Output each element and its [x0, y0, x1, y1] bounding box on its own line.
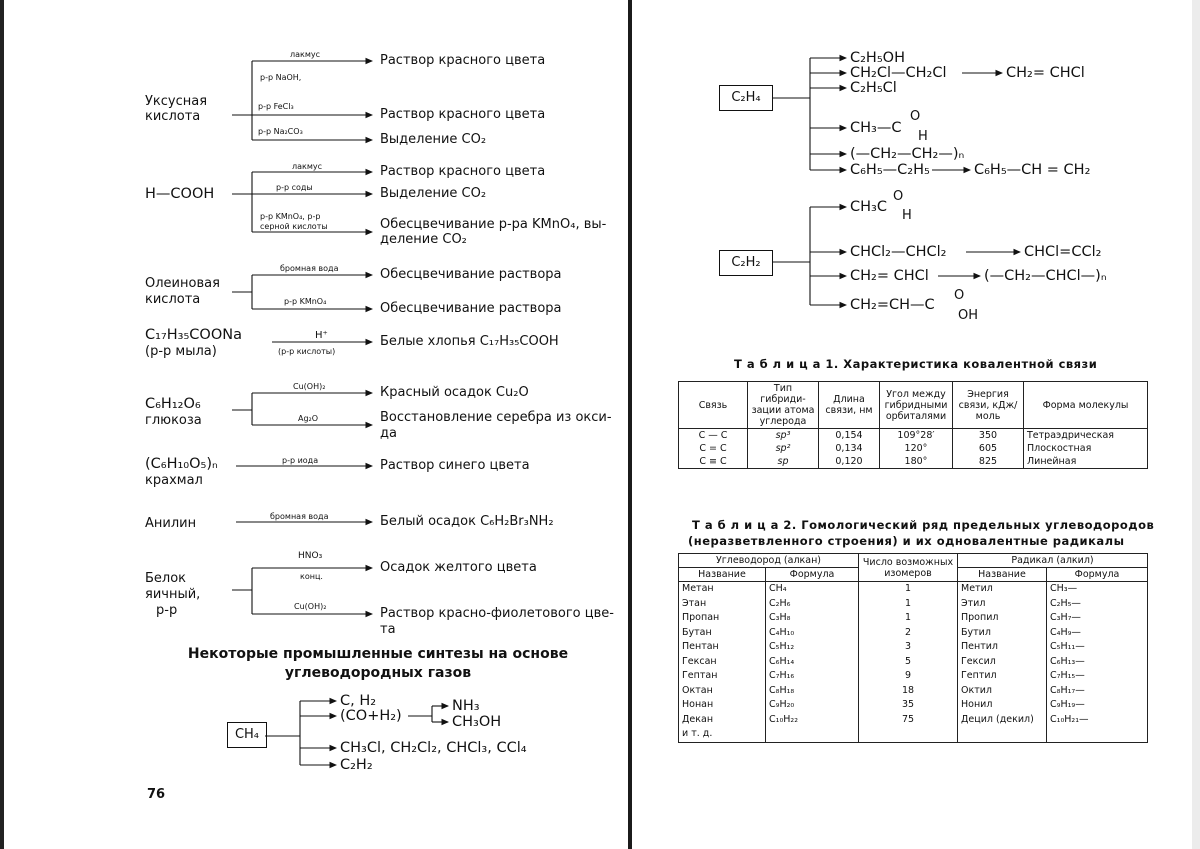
table-header-cell: Угол между гибридными орбиталями [880, 382, 953, 429]
product-text: O [910, 109, 921, 124]
table-cell: Плоскостная [1024, 442, 1148, 455]
result-text: Красный осадок Cu₂O [380, 385, 529, 400]
product-text: NH₃ [452, 698, 480, 714]
condition-label: Cu(OH)₂ [294, 602, 327, 611]
result-text: Раствор красно-фиолетового цве- [380, 606, 614, 621]
table-row [679, 727, 1148, 742]
product-text: CH₃Cl, CH₂Cl₂, CHCl₃, CCl₄ [340, 740, 527, 756]
result-text: Белый осадок C₆H₂Br₃NH₂ [380, 514, 554, 529]
table-header-cell: Формула [766, 568, 859, 582]
table-cell [859, 727, 958, 742]
aniline-name: Анилин [145, 516, 197, 531]
table-cell: C₆H₁₃— [1047, 655, 1148, 670]
table-cell: Нонил [958, 698, 1047, 713]
table-cell [958, 727, 1047, 742]
table-cell: 5 [859, 655, 958, 670]
product-text: (—CH₂—CH₂—)ₙ [850, 146, 965, 162]
table-cell: Гептан [679, 669, 766, 684]
table-cell: C₁₀H₂₁— [1047, 713, 1148, 728]
product-text: C₂H₅Cl [850, 80, 897, 96]
table-row [679, 626, 1148, 641]
condition-label: р-р NaOH, [260, 73, 302, 82]
table-cell [1047, 727, 1148, 742]
product-text: CH₃—C [850, 120, 902, 136]
table-cell: Пропан [679, 611, 766, 626]
condition-label: серной кислоты [260, 222, 328, 231]
product-text: H [918, 129, 928, 144]
condition-label: H⁺ [315, 330, 328, 341]
result-text: Раствор красного цвета [380, 164, 546, 179]
table-cell: Пентил [958, 640, 1047, 655]
table-cell: C₆H₁₄ [766, 655, 859, 670]
c2h2-box: C₂H₂ [719, 250, 773, 276]
table-cell: CH₄ [766, 582, 859, 597]
product-text: C₂H₂ [340, 757, 373, 773]
table-cell: Децил (декил) [958, 713, 1047, 728]
table-header-cell: Формула [1047, 568, 1148, 582]
soap-formula: C₁₇H₃₅COONa [145, 327, 242, 343]
product-text: CH₂= CHCl [1006, 65, 1085, 81]
c2h4-box: C₂H₄ [719, 85, 773, 111]
condition-label: Cu(OH)₂ [293, 382, 326, 391]
result-text: Выделение CO₂ [380, 186, 487, 201]
product-text: CHCl₂—CHCl₂ [850, 244, 947, 260]
condition-label: лакмус [292, 162, 323, 171]
table-cell: sp³ [748, 429, 819, 443]
result-text: Раствор синего цвета [380, 458, 530, 473]
table-cell: 18 [859, 684, 958, 699]
table-cell: C₅H₁₂ [766, 640, 859, 655]
table-row [679, 597, 1148, 612]
table-cell: C₈H₁₈ [766, 684, 859, 699]
table-cell: C₃H₇— [1047, 611, 1148, 626]
result-text: Раствор красного цвета [380, 53, 546, 68]
glucose-name: глюкоза [145, 413, 202, 428]
product-text: C₆H₅—C₂H₅ [850, 162, 930, 178]
table-row [679, 684, 1148, 699]
table-header-cell: Число возможных изомеров [859, 554, 958, 582]
table-cell: 0,154 [819, 429, 880, 443]
product-text: CH₃C [850, 199, 887, 215]
starch-name: крахмал [145, 473, 203, 488]
condition-label: бромная вода [280, 264, 339, 273]
table-cell: Линейная [1024, 455, 1148, 469]
table-cell: 9 [859, 669, 958, 684]
result-text: Раствор красного цвета [380, 107, 546, 122]
acetic-acid-name-2: кислота [145, 109, 201, 124]
table-cell: 605 [953, 442, 1024, 455]
table-cell: C₁₀H₂₂ [766, 713, 859, 728]
table-cell: Нонан [679, 698, 766, 713]
result-text: Обесцвечивание р-ра KMnO₄, вы- [380, 217, 607, 232]
page-number: 76 [147, 787, 166, 802]
table-cell: C₈H₁₇— [1047, 684, 1148, 699]
table2-title-line-1: Т а б л и ц а 2. Гомологический ряд предельных углеводородов [692, 518, 1155, 532]
table-header-row [679, 554, 1148, 568]
table-cell: C — C [679, 429, 748, 443]
product-text: (CO+H₂) [340, 708, 402, 724]
table-cell: 120° [880, 442, 953, 455]
condition-label: р-р KMnO₄, р-р [260, 212, 321, 221]
condition-label: р-р FeCl₃ [258, 102, 294, 111]
protein-name: Белок [145, 571, 187, 586]
table-header-cell: Название [679, 568, 766, 582]
table-cell: sp [748, 455, 819, 469]
product-text: C₂H₅OH [850, 50, 905, 66]
table-cell: Пентан [679, 640, 766, 655]
table-header-cell: Связь [679, 382, 748, 429]
table-header-cell: Энергия связи, кДж/моль [953, 382, 1024, 429]
table-cell: 75 [859, 713, 958, 728]
table-cell: 109°28′ [880, 429, 953, 443]
product-text: H [902, 208, 912, 223]
table-row [679, 655, 1148, 670]
table-cell: 35 [859, 698, 958, 713]
product-text: CH₂=CH—C [850, 297, 935, 313]
table-cell: C₅H₁₁— [1047, 640, 1148, 655]
table-row [679, 582, 1148, 597]
table-cell: C₃H₈ [766, 611, 859, 626]
product-text: CH₂= CHCl [850, 268, 929, 284]
table-row [679, 455, 1148, 469]
result-text: Белые хлопья C₁₇H₃₅COOH [380, 334, 559, 349]
condition-label: р-р иода [282, 456, 319, 465]
table-cell: C₇H₁₅— [1047, 669, 1148, 684]
product-text: (—CH₂—CHCl—)ₙ [984, 268, 1107, 284]
table-cell: Октил [958, 684, 1047, 699]
table-cell: CH₃— [1047, 582, 1148, 597]
table-cell: C = C [679, 442, 748, 455]
table-cell: C₉H₁₉— [1047, 698, 1148, 713]
table-cell: Октан [679, 684, 766, 699]
table-header-row [679, 382, 1148, 429]
result-text: Выделение CO₂ [380, 132, 487, 147]
table-cell: 825 [953, 455, 1024, 469]
table-cell: Гексил [958, 655, 1047, 670]
product-text: CHCl=CCl₂ [1024, 244, 1102, 260]
ch4-box: CH₄ [227, 722, 267, 748]
table-header-cell: Углеводород (алкан) [679, 554, 859, 568]
table-cell: 3 [859, 640, 958, 655]
acetic-acid-name: Уксусная [145, 94, 208, 109]
table2-title-line-2: (неразветвленного строения) и их одновалентные радикалы [688, 534, 1125, 548]
table-cell: Декан [679, 713, 766, 728]
table-cell: Метил [958, 582, 1047, 597]
product-text: CH₂Cl—CH₂Cl [850, 65, 947, 81]
result-text: да [380, 426, 397, 441]
condition-label: р-р соды [276, 183, 313, 192]
condition-label: р-р Na₂CO₃ [258, 127, 303, 136]
oleic-acid-name-2: кислота [145, 292, 201, 307]
glucose-formula: C₆H₁₂O₆ [145, 396, 201, 412]
condition-label: бромная вода [270, 512, 329, 521]
table-cell: и т. д. [679, 727, 766, 742]
condition-label: р-р KMnO₄ [284, 297, 327, 306]
table-row [679, 698, 1148, 713]
result-text: Обесцвечивание раствора [380, 301, 562, 316]
table-cell: C₇H₁₆ [766, 669, 859, 684]
table-cell: C₂H₆ [766, 597, 859, 612]
table-cell: sp² [748, 442, 819, 455]
result-text: Восстановление серебра из окси- [380, 410, 612, 425]
product-text: C₆H₅—CH = CH₂ [974, 162, 1091, 178]
table-cell: 180° [880, 455, 953, 469]
soap-name: (р-р мыла) [145, 344, 217, 359]
table-cell: C₄H₁₀ [766, 626, 859, 641]
section-heading-line-1: Некоторые промышленные синтезы на основе [187, 646, 569, 662]
table-cell: Метан [679, 582, 766, 597]
table-cell: C ≡ C [679, 455, 748, 469]
result-text: деление CO₂ [380, 232, 467, 247]
table-header-cell: Радикал (алкил) [958, 554, 1148, 568]
section-heading-line-2: углеводородных газов [284, 665, 472, 681]
table-cell: Гептил [958, 669, 1047, 684]
table-cell: Тетраэдрическая [1024, 429, 1148, 443]
table-row [679, 429, 1148, 443]
section-heading [158, 645, 598, 683]
table-cell: Этан [679, 597, 766, 612]
table-cell: C₄H₉— [1047, 626, 1148, 641]
table-row [679, 611, 1148, 626]
table-cell: Гексан [679, 655, 766, 670]
product-text: OH [958, 308, 979, 323]
table-row [679, 442, 1148, 455]
starch-formula: (C₆H₁₀O₅)ₙ [145, 456, 218, 472]
table-cell: 2 [859, 626, 958, 641]
table-cell: 0,134 [819, 442, 880, 455]
condition-label: лакмус [290, 50, 321, 59]
table-header-cell: Название [958, 568, 1047, 582]
protein-name-2: яичный, [145, 587, 201, 602]
table-cell [766, 727, 859, 742]
result-text: Обесцвечивание раствора [380, 267, 562, 282]
protein-name-3: р-р [156, 603, 178, 618]
result-text: Осадок желтого цвета [380, 560, 537, 575]
alkane-series-table [678, 553, 1148, 743]
covalent-bond-table [678, 381, 1148, 469]
table-cell: 1 [859, 582, 958, 597]
table-row [679, 713, 1148, 728]
result-text: та [380, 622, 396, 637]
table-header-cell: Форма молекулы [1024, 382, 1148, 429]
condition-label: конц. [300, 572, 323, 581]
table-cell: 0,120 [819, 455, 880, 469]
table-cell: C₉H₂₀ [766, 698, 859, 713]
table-cell: 1 [859, 611, 958, 626]
product-text: O [954, 288, 965, 303]
table-row [679, 640, 1148, 655]
table-cell: 1 [859, 597, 958, 612]
table-cell: Бутан [679, 626, 766, 641]
condition-label: (р-р кислоты) [278, 347, 336, 356]
table-row [679, 669, 1148, 684]
formic-acid-name: H—COOH [145, 186, 215, 202]
table-cell: Пропил [958, 611, 1047, 626]
product-text: O [893, 189, 904, 204]
product-text: CH₃OH [452, 714, 502, 730]
condition-label: Ag₂O [298, 414, 319, 423]
condition-label: HNO₃ [298, 551, 323, 561]
product-text: C, H₂ [340, 693, 377, 709]
table-cell: C₂H₅— [1047, 597, 1148, 612]
table-cell: 350 [953, 429, 1024, 443]
table-cell: Бутил [958, 626, 1047, 641]
table1-title: Т а б л и ц а 1. Характеристика ковалентной связи [734, 357, 1098, 371]
oleic-acid-name: Олеиновая [145, 276, 220, 291]
table-header-cell: Тип гибриди- зации атома углерода [748, 382, 819, 429]
table-header-cell: Длина связи, нм [819, 382, 880, 429]
table-cell: Этил [958, 597, 1047, 612]
